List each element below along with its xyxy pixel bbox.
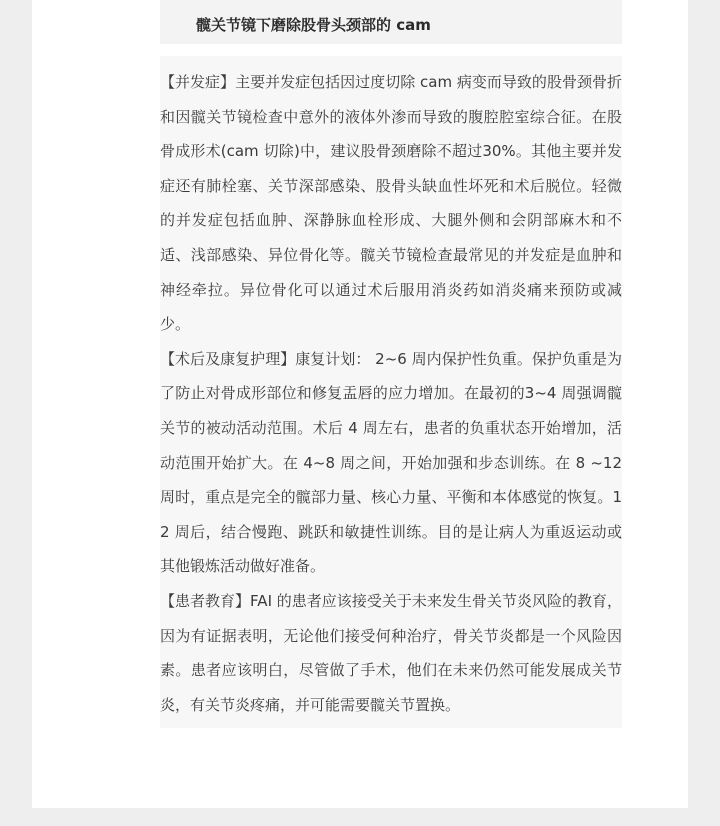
paragraph-rehabilitation: 【术后及康复护理】康复计划： 2~6 周内保护性负重。保护负重是为了防止对骨成形部位和修复盂唇的应力增加。在最初的3~4 周强调髋关节的被动活动范围。术后 4 周左右，患者的负重状态开始增加，活动范围开始扩大。在 4~8 周之间，开始加强和步态训练。在 8 ~12 周时，重点是完全的髋部力量、核心力量、平衡和本体感觉的恢复。12 周后，结合慢跑、跳跃和敏捷性训练。目的是让病人为重返运动或其他锻炼活动做好准备。: [160, 349, 622, 576]
page: [32, 0, 688, 808]
article: [160, 0, 622, 728]
figure-caption: 髋关节镜下磨除股骨头颈部的 cam: [160, 0, 622, 44]
article-body: [160, 56, 622, 728]
paragraph-patient-education: 【患者教育】FAI 的患者应该接受关于未来发生骨关节炎风险的教育，因为有证据表明，无论他们接受何种治疗，骨关节炎都是一个风险因素。患者应该明白，尽管做了手术，他们在未来仍然可能发展成关节炎，有关节炎疼痛，并可能需要髋关节置换。: [160, 591, 622, 714]
paragraph-complications: 【并发症】主要并发症包括因过度切除 cam 病变而导致的股骨颈骨折和因髋关节镜检查中意外的液体外渗而导致的腹腔腔室综合征。在股骨成形术(cam 切除)中，建议股骨颈磨除不超过30%。其他主要并发症还有肺栓塞、关节深部感染、股骨头缺血性坏死和术后脱位。轻微的并发症包括血肿、深静脉血栓形成、大腿外侧和会阴部麻木和不适、浅部感染、异位骨化等。髋关节镜检查最常见的并发症是血肿和神经牵拉。异位骨化可以通过术后服用消炎药如消炎痛来预防或减少。: [160, 73, 622, 334]
divider: [160, 44, 622, 56]
